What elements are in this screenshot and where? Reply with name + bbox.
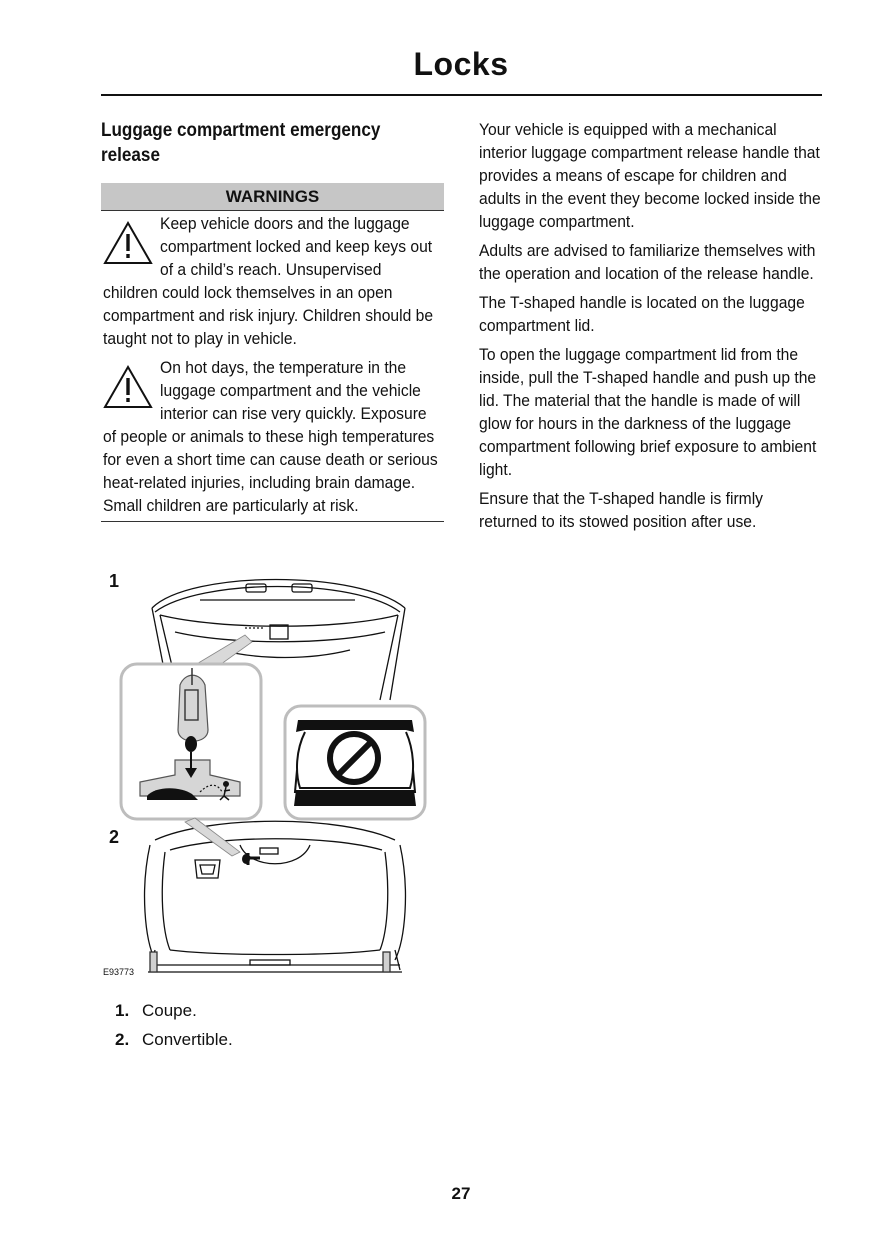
warnings-bottom-rule [101, 521, 444, 522]
title-rule [101, 94, 822, 96]
section-heading: Luggage compartment emergency release [101, 120, 381, 166]
body-paragraph: Ensure that the T-shaped handle is firmly returned to its stowed position after use. [479, 489, 764, 531]
figure-code: E93773 [103, 967, 135, 977]
t-handle-detail [121, 664, 261, 819]
warning-item-2 [101, 356, 444, 517]
figure-captions [115, 996, 435, 1054]
page-number: 27 [451, 1184, 471, 1203]
caption-item [115, 996, 435, 1025]
figure-label-1: 1 [109, 571, 120, 591]
convertible-trunk-drawing [145, 821, 406, 972]
warnings-header: WARNINGS [101, 183, 444, 211]
no-entry-detail [285, 706, 425, 819]
warning-text-2: On hot days, the temperature in the luggage compartment and the vehicle interior can rise very quickly. Exposure of people or animals to these high temperatures for even a short time can cause death or serious heat-related injuries, including brain damage. Small children are particularly at risk. [103, 358, 438, 515]
right-column [479, 118, 824, 539]
caption-text: Convertible. [142, 1030, 233, 1049]
caption-item [115, 1025, 435, 1054]
body-paragraph: To open the luggage compartment lid from the inside, pull the T-shaped handle and push up the lid. The material that the handle is made of will glow for hours in the darkness of the luggage compartment following brief exposure to ambient light. [479, 345, 817, 479]
warning-text-1: Keep vehicle doors and the luggage compartment locked and keep keys out of a child’s reach. Unsupervised children could lock themselves in an open compartment and risk injury. Children should be taught not to play in vehicle. [103, 214, 434, 348]
figure-label-2: 2 [109, 827, 120, 847]
caption-number: 1. [115, 1001, 130, 1020]
body-paragraph: Adults are advised to familiarize themselves with the operation and location of the release handle. [479, 241, 816, 283]
body-paragraph: The T-shaped handle is located on the luggage compartment lid. [479, 293, 805, 335]
caption-text: Coupe. [142, 1001, 197, 1020]
luggage-release-illustration [100, 560, 445, 990]
warning-item-1 [101, 212, 444, 350]
page-title: Locks [413, 46, 509, 82]
caption-number: 2. [115, 1030, 130, 1049]
left-column [101, 118, 444, 522]
body-paragraph: Your vehicle is equipped with a mechanical interior luggage compartment release handle that provides a means of escape for children and adults in the event they become locked inside the luggage compartment. [479, 120, 821, 231]
